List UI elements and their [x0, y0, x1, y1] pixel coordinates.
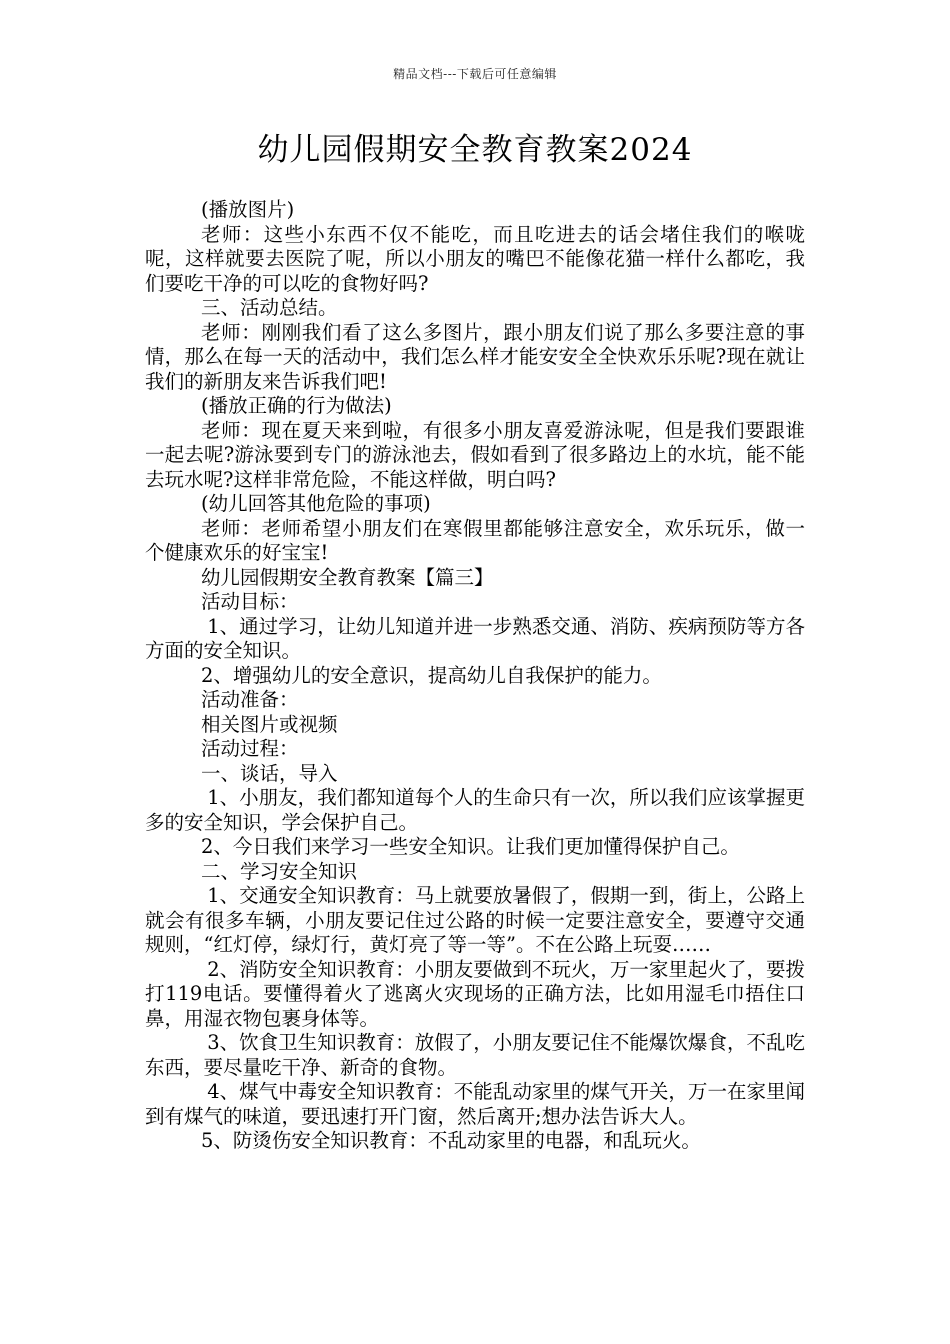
paragraph: 老师：现在夏天来到啦，有很多小朋友喜爱游泳呢，但是我们要跟谁一起去呢?游泳要到专门的游泳池去，假如看到了很多路边上的水坑，能不能去玩水呢?这样非常危险，不能这样做，明白吗? [145, 418, 805, 491]
list-item: 2、增强幼儿的安全意识，提高幼儿自我保护的能力。 [201, 663, 662, 687]
list-item: 1、通过学习，让幼儿知道并进一步熟悉交通、消防、疾病预防等方各方面的安全知识。 [145, 614, 805, 662]
section-heading: 幼儿园假期安全教育教案【篇三】 [201, 565, 494, 589]
paragraph: (播放正确的行为做法) [201, 394, 392, 417]
list-item: 3、饮食卫生知识教育：放假了，小朋友要记住不能爆饮爆食，不乱吃东西，要尽量吃干净、新奇的食物。 [145, 1031, 805, 1079]
list-item: 5、防烫伤安全知识教育：不乱动家里的电器，和乱玩火。 [201, 1129, 701, 1152]
paragraph: 老师：这些小东西不仅不能吃，而且吃进去的话会堵住我们的喉咙呢，这样就要去医院了呢，所以小朋友的嘴巴不能像花猫一样什么都吃，我们要吃干净的可以吃的食物好吗? [145, 222, 805, 295]
paragraph: 老师：老师希望小朋友们在寒假里都能够注意安全，欢乐玩乐，做一个健康欢乐的好宝宝! [145, 516, 805, 564]
document-title: 幼儿园假期安全教育教案2024 [257, 132, 693, 168]
paragraph: 相关图片或视频 [201, 712, 338, 736]
section-heading: 活动准备： [201, 688, 299, 711]
section-heading: 三、活动总结。 [201, 296, 338, 319]
section-heading: 二、学习安全知识 [201, 859, 358, 883]
document-body [145, 198, 805, 1154]
list-item: 2、今日我们来学习一些安全知识。让我们更加懂得保护自己。 [201, 835, 740, 858]
paragraph: (播放图片) [201, 198, 295, 221]
list-item: 1、交通安全知识教育：马上就要放暑假了，假期一到，街上，公路上就会有很多车辆，小朋友要记住过公路的时候一定要注意安全，要遵守交通规则，“红灯停，绿灯行，黄灯亮了等一等”。不在公路上玩耍…… [145, 884, 805, 956]
paragraph: (幼儿回答其他危险的事项) [201, 492, 431, 515]
header-note: 精品文档---下载后可任意编辑 [393, 67, 557, 81]
paragraph: 老师：刚刚我们看了这么多图片，跟小朋友们说了那么多要注意的事情，那么在每一天的活动中，我们怎么样才能安安全全快欢乐乐呢?现在就让我们的新朋友来告诉我们吧! [145, 320, 805, 393]
section-heading: 活动过程： [201, 737, 299, 760]
section-heading: 活动目标： [201, 590, 299, 613]
list-item: 1、小朋友，我们都知道每个人的生命只有一次，所以我们应该掌握更多的安全知识，学会保护自己。 [145, 786, 805, 834]
list-item: 4、煤气中毒安全知识教育：不能乱动家里的煤气开关，万一在家里闻到有煤气的味道，要迅速打开门窗，然后离开;想办法告诉大人。 [145, 1080, 805, 1128]
list-item: 2、消防安全知识教育：小朋友要做到不玩火，万一家里起火了，要拨打119电话。要懂得着火了逃离火灾现场的正确方法，比如用湿毛巾捂住口鼻，用湿衣物包裹身体等。 [145, 957, 805, 1030]
section-heading: 一、谈话，导入 [201, 761, 338, 785]
